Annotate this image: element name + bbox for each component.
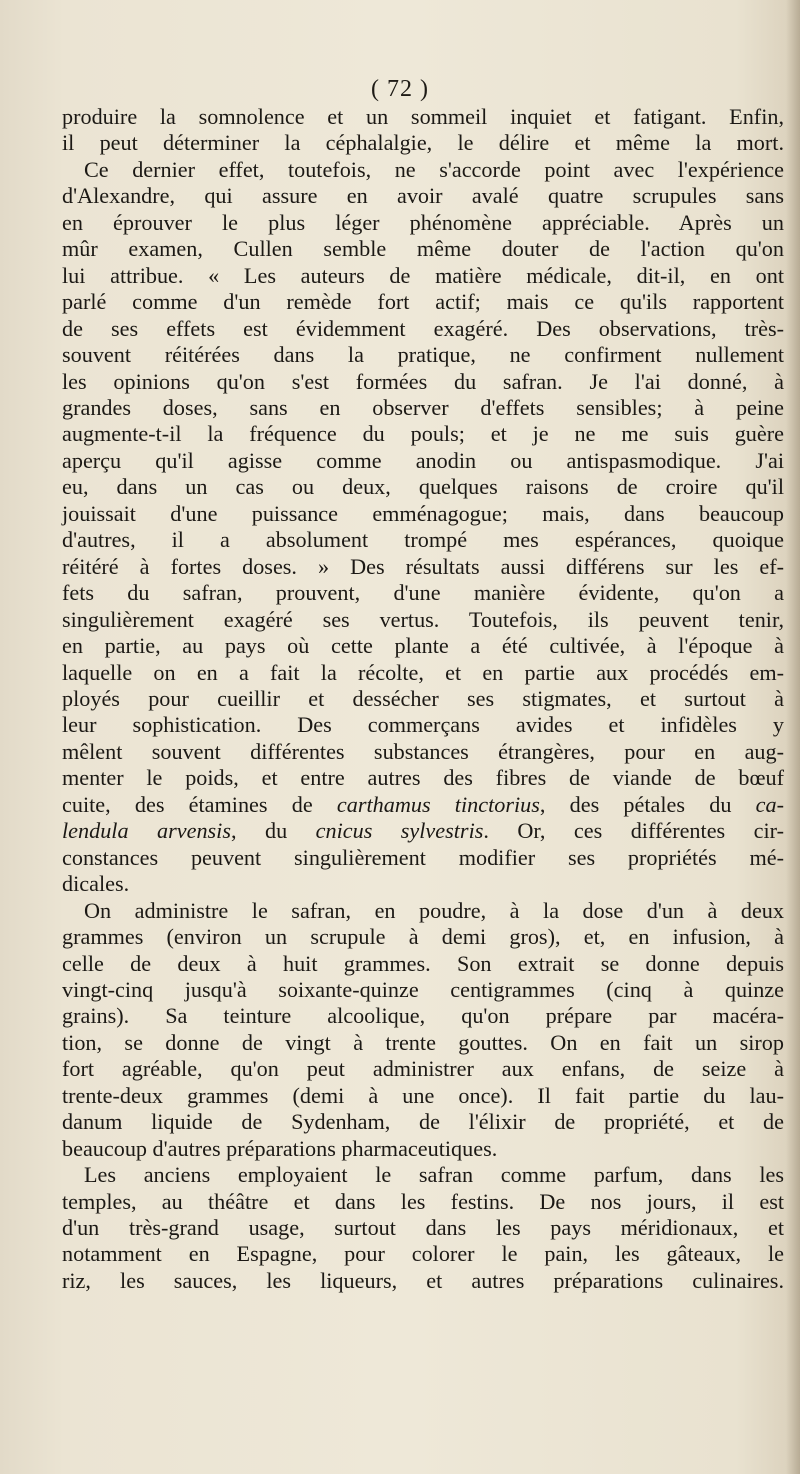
text-line: lui attribue. « Les auteurs de matière médicale, dit-il, en ont [62, 262, 784, 288]
text-line: ployés pour cueillir et dessécher ses stigmates, et surtout à [62, 685, 784, 711]
text-line: il peut déterminer la céphalalgie, le délire et même la mort. [62, 130, 784, 156]
text-line: tion, se donne de vingt à trente gouttes. On en fait un sirop [62, 1029, 784, 1055]
text-line: augmente-t-il la fréquence du pouls; et je ne me suis guère [62, 421, 784, 447]
text-line: de ses effets est évidemment exagéré. Des observations, très- [62, 315, 784, 341]
text-line: dicales. [62, 871, 130, 897]
text-line: riz, les sauces, les liqueurs, et autres préparations culinaires. [62, 1267, 784, 1293]
text-line: jouissait d'une puissance emménagogue; mais, dans beaucoup [62, 500, 784, 526]
text-line: réitéré à fortes doses. » Des résultats aussi différens sur les ef- [62, 553, 784, 579]
text-line: menter le poids, et entre autres des fibres de viande de bœuf [62, 765, 784, 791]
text-line: parlé comme d'un remède fort actif; mais ce qu'ils rapportent [62, 289, 784, 315]
text-line: beaucoup d'autres préparations pharmaceutiques. [62, 1135, 498, 1161]
body-text [62, 104, 784, 1294]
text-line: danum liquide de Sydenham, de l'élixir de propriété, et de [62, 1109, 784, 1135]
text-line: cuite, des étamines de carthamus tinctorius, des pétales du ca- [62, 791, 784, 817]
text-line: d'autres, il a absolument trompé mes espérances, quoique [62, 527, 784, 553]
text-line: mêlent souvent différentes substances étrangères, pour en aug- [62, 738, 784, 764]
text-line: aperçu qu'il agisse comme anodin ou antispasmodique. J'ai [62, 447, 784, 473]
text-line: singulièrement exagéré ses vertus. Toutefois, ils peuvent tenir, [62, 606, 784, 632]
text-line: d'un très-grand usage, surtout dans les pays méridionaux, et [62, 1215, 784, 1241]
text-line: grandes doses, sans en observer d'effets sensibles; à peine [62, 394, 784, 420]
text-line: notamment en Espagne, pour colorer le pain, les gâteaux, le [62, 1241, 784, 1267]
text-line: grammes (environ un scrupule à demi gros), et, en infusion, à [62, 924, 784, 950]
text-line: leur sophistication. Des commerçans avides et infidèles y [62, 712, 784, 738]
text-line: fort agréable, qu'on peut administrer aux enfans, de seize à [62, 1056, 784, 1082]
text-line: mûr examen, Cullen semble même douter de l'action qu'on [62, 236, 784, 262]
text-line: Les anciens employaient le safran comme parfum, dans les [84, 1162, 784, 1188]
text-line: souvent réitérées dans la pratique, ne confirment nullement [62, 342, 784, 368]
page-number: ( 72 ) [371, 76, 429, 102]
text-line: laquelle on en a fait la récolte, et en partie aux procédés em- [62, 659, 784, 685]
text-line: constances peuvent singulièrement modifier ses propriétés mé- [62, 844, 784, 870]
text-line: les opinions qu'on s'est formées du safran. Je l'ai donné, à [62, 368, 784, 394]
text-line: en partie, au pays où cette plante a été cultivée, à l'époque à [62, 633, 784, 659]
text-line: en éprouver le plus léger phénomène appréciable. Après un [62, 209, 784, 235]
text-line: fets du safran, prouvent, d'une manière évidente, qu'on a [62, 580, 784, 606]
text-line: Ce dernier effet, toutefois, ne s'accorde point avec l'expérience [84, 156, 784, 182]
text-line: celle de deux à huit grammes. Son extrait se donne depuis [62, 950, 784, 976]
text-line: lendula arvensis, du cnicus sylvestris. Or, ces différentes cir- [62, 818, 784, 844]
text-line: vingt-cinq jusqu'à soixante-quinze centigrammes (cinq à quinze [62, 976, 784, 1002]
text-line: temples, au théâtre et dans les festins. De nos jours, il est [62, 1188, 784, 1214]
text-line: trente-deux grammes (demi à une once). Il fait partie du lau- [62, 1082, 784, 1108]
text-line: d'Alexandre, qui assure en avoir avalé quatre scrupules sans [62, 183, 784, 209]
text-line: On administre le safran, en poudre, à la dose d'un à deux [84, 897, 784, 923]
text-line: grains). Sa teinture alcoolique, qu'on prépare par macéra- [62, 1003, 784, 1029]
text-line: eu, dans un cas ou deux, quelques raisons de croire qu'il [62, 474, 784, 500]
text-line: produire la somnolence et un sommeil inquiet et fatigant. Enfin, [62, 104, 784, 129]
